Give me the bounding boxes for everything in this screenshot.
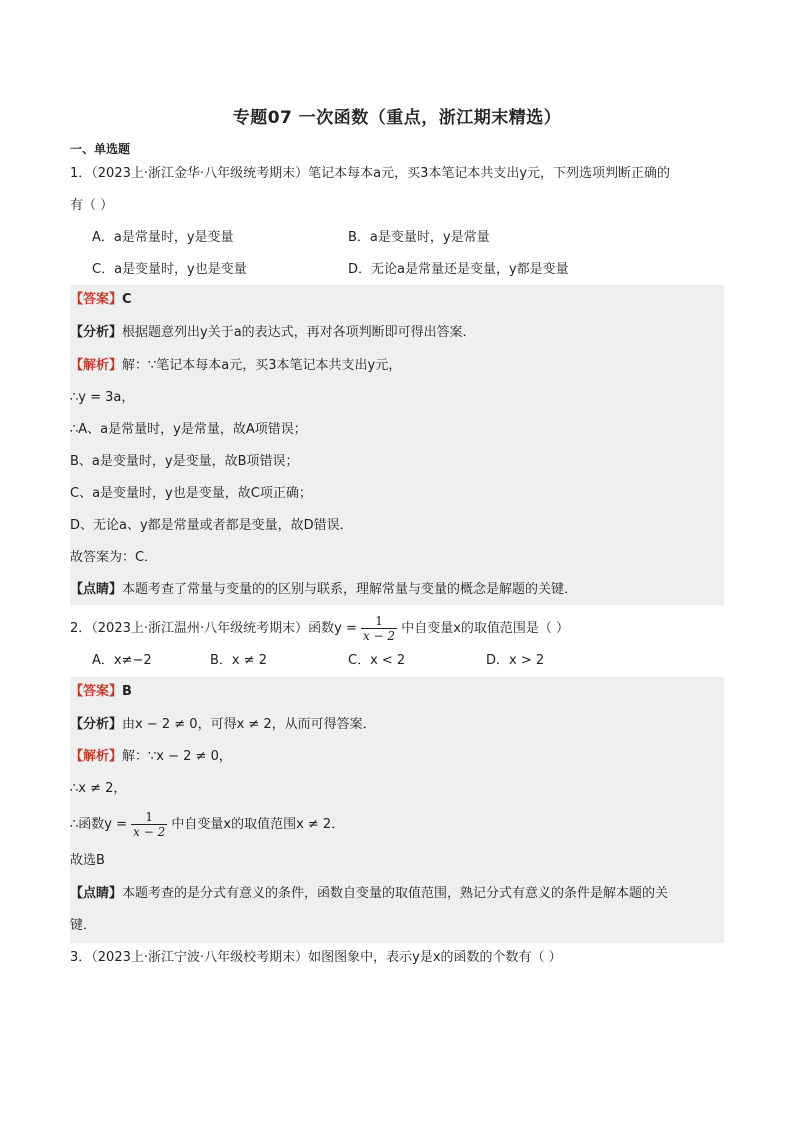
q1-option-d: D．无论a是常量还是变量，y都是变量 [348, 262, 569, 277]
q2-solution-line3-post: 中自变量x的取值范围x ≠ 2． [171, 817, 345, 832]
q2-fraction-denominator: x − 2 [362, 629, 396, 643]
q1-solution-tag: 【解析】 [70, 358, 123, 373]
q2-stem-pre: 2．（2023上·浙江温州·八年级统考期末）函数y = [70, 621, 357, 636]
q1-solution-line5: C、a是变量时，y也是变量，故C项正确； [70, 486, 312, 501]
q1-option-c: C．a是变量时，y也是变量 [92, 262, 247, 277]
page-title: 专题07 一次函数（重点，浙江期末精选） [232, 108, 562, 128]
q2-analysis-tag: 【分析】 [70, 717, 123, 732]
q2-solution-line3 [70, 808, 344, 842]
q1-answer-tag: 【答案】 [70, 292, 123, 307]
q2-solution-tag: 【解析】 [70, 749, 123, 764]
q1-option-b: B．a是变量时，y是常量 [348, 230, 490, 245]
q1-analysis-text: 根据题意列出y关于a的表达式，再对各项判断即可得出答案． [122, 325, 476, 340]
q1-solution-line4: B、a是变量时，y是变量，故B项错误； [70, 454, 299, 469]
q2-answer-value: B [122, 684, 132, 699]
q2-comment-text1: 本题考查的是分式有意义的条件，函数自变量的取值范围，熟记分式有意义的条件是解本题的关 [122, 886, 669, 901]
q2-solution-line2: ∴x ≠ 2， [70, 781, 127, 796]
q1-stem-line1: 1．（2023上·浙江金华·八年级统考期末）笔记本每本a元，买3本笔记本共支出y元，下列选项判断正确的 [70, 166, 671, 181]
q2-option-b: B．x ≠ 2 [210, 653, 268, 668]
q1-answer [70, 290, 132, 310]
q1-solution-line6: D、无论a、y都是常量或者都是变量，故D错误． [70, 518, 353, 533]
q2-comment [70, 884, 668, 904]
q2-solution-text1: 解：∵x − 2 ≠ 0， [122, 749, 232, 764]
q1-answer-value: C [122, 292, 132, 307]
q2-analysis-text: 由x − 2 ≠ 0，可得x ≠ 2，从而可得答案． [122, 717, 376, 732]
q2-stem [70, 612, 569, 646]
q2-option-d: D．x > 2 [486, 653, 545, 668]
q1-stem-line2: 有（ ） [70, 198, 114, 213]
q2-stem-post: 中自变量x的取值范围是（ ） [401, 621, 570, 636]
q2-option-a: A．x≠−2 [92, 653, 152, 668]
q1-comment-tag: 【点睛】 [70, 582, 123, 597]
q1-comment-text: 本题考查了常量与变量的的区别与联系，理解常量与变量的概念是解题的关键． [122, 582, 578, 597]
section-heading: 一、单选题 [70, 142, 131, 156]
q1-solution-line7: 故答案为：C． [70, 550, 158, 565]
q3-stem: 3．（2023上·浙江宁波·八年级校考期末）如图图象中，表示y是x的函数的个数有（ ） [70, 950, 562, 965]
q2-solution-line1 [70, 747, 232, 767]
q2-comment-line2: 键． [70, 918, 97, 933]
q2-solution-fraction [131, 810, 167, 839]
q1-comment [70, 580, 577, 600]
q2-option-c: C．x < 2 [348, 653, 406, 668]
q1-solution-text1: 解：∵笔记本每本a元，买3本笔记本共支出y元， [122, 358, 402, 373]
q1-solution-line2: ∴y = 3a， [70, 390, 135, 405]
q2-comment-tag: 【点睛】 [70, 886, 123, 901]
q2-solution-line4: 故选B [70, 853, 105, 868]
q2-analysis [70, 715, 376, 735]
q2-fraction [361, 614, 397, 643]
q2-solution-line3-pre: ∴函数y = [70, 817, 127, 832]
q2-answer [70, 682, 132, 702]
q2-solution-fraction-numerator: 1 [131, 810, 167, 825]
q1-solution-line1 [70, 356, 401, 376]
q1-analysis [70, 323, 476, 343]
q1-solution-line3: ∴A、a是常量时，y是常量，故A项错误； [70, 422, 307, 437]
q2-answer-tag: 【答案】 [70, 684, 123, 699]
q1-option-a: A．a是常量时，y是变量 [92, 230, 234, 245]
q2-fraction-numerator: 1 [361, 614, 397, 629]
q2-solution-fraction-denominator: x − 2 [133, 825, 166, 839]
q1-analysis-tag: 【分析】 [70, 325, 123, 340]
